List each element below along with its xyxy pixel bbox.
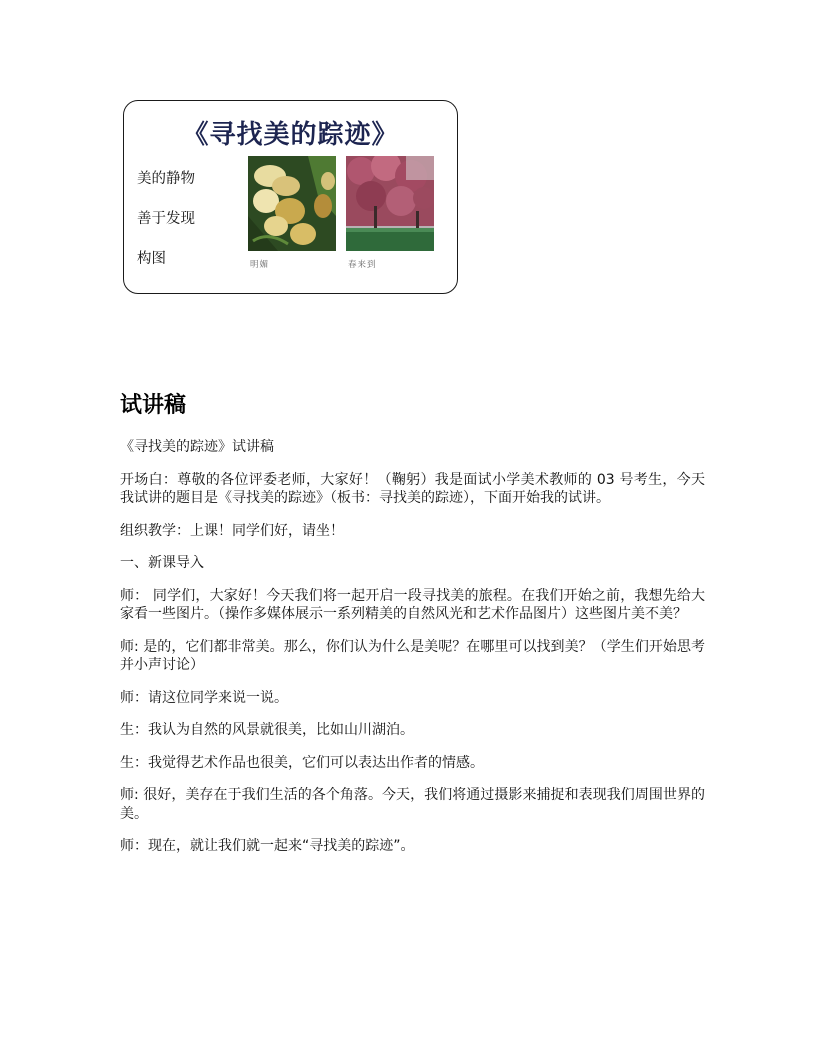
- paragraph-student-2: 生：我觉得艺术作品也很美，它们可以表达出作者的情感。: [120, 754, 484, 771]
- paragraph-teacher-3: 师：请这位同学来说一说。: [120, 689, 288, 706]
- board-title: 《寻找美的踪迹》: [182, 120, 399, 150]
- blossom-tree-photo: [346, 156, 434, 251]
- flowers-photo: [248, 156, 336, 251]
- board-label-discover: 善于发现: [137, 211, 195, 227]
- doc-heading: 试讲稿: [120, 393, 187, 418]
- paragraph-opening: 开场白：尊敬的各位评委老师，大家好！（鞠躬）我是面试小学美术教师的 03 号考生，今天我试讲的题目是《寻找美的踪迹》（板书：寻找美的踪迹），下面开始我的试讲。: [120, 471, 705, 506]
- flowers-caption: 明媚: [250, 260, 270, 270]
- paragraph-title: 《寻找美的踪迹》试讲稿: [120, 439, 274, 455]
- blackboard-summary-card: [123, 100, 458, 294]
- paragraph-teacher-2: 师: 是的，它们都非常美。那么，你们认为什么是美呢？在哪里可以找到美？（学生们开始思考并小声讨论）: [120, 638, 705, 673]
- doc-body: [120, 438, 705, 870]
- paragraph-student-1: 生：我认为自然的风景就很美，比如山川湖泊。: [120, 722, 414, 738]
- board-label-still-life: 美的静物: [137, 171, 195, 187]
- paragraph-teacher-1: 师： 同学们，大家好！今天我们将一起开启一段寻找美的旅程。在我们开始之前，我想先给大家看一些图片。（操作多媒体展示一系列精美的自然风光和艺术作品图片）这些图片美不美？: [120, 587, 705, 622]
- paragraph-section-1: 一、新课导入: [120, 555, 204, 571]
- blossom-caption: 春来到: [348, 260, 377, 270]
- paragraph-teacher-5: 师：现在，就让我们就一起来“寻找美的踪迹”。: [120, 838, 415, 854]
- board-label-composition: 构图: [137, 251, 166, 267]
- paragraph-teacher-4: 师: 很好，美存在于我们生活的各个角落。今天，我们将通过摄影来捕捉和表现我们周围世界的美。: [120, 787, 705, 822]
- paragraph-organize: 组织教学：上课！同学们好，请坐！: [120, 522, 344, 539]
